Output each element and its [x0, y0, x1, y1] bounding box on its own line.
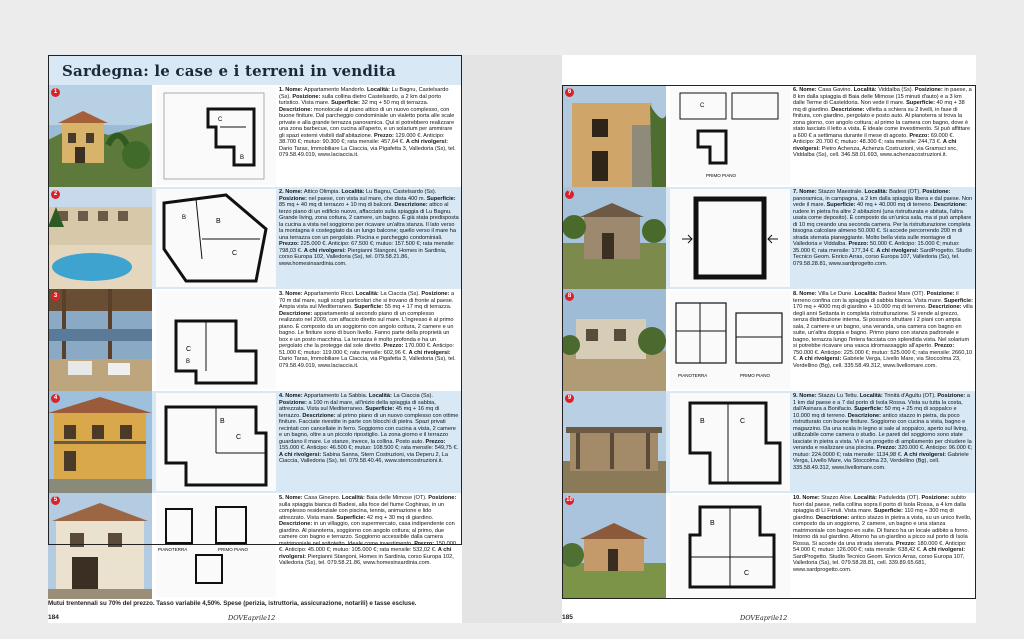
svg-text:C: C: [186, 346, 192, 353]
page-number-left: 184: [48, 614, 59, 621]
listing-number-badge: 9: [565, 394, 574, 403]
listing-description: 3. Nome: Appartamento Ricci. Località: La Ciaccia (Ss). Posizione: a 70 m dal mare, sugli scogli particolari che si trovano di fronte al paese. Ampia vista sul Mediterraneo. Superficie: 55 mq + 17 mq di terrazza. Descrizione: appartamento al secondo piano di un complesso realizzato nel 2009, con affaccio diretto sul mare. L'ingresso è al primo piano. È composto da un soggiorno con angolo cottura, 2 camere e un bagno. Le finiture sono di buon livello. Fanno parte della proprietà un box e un posto macchina. La terrazza è molto profonda e ha un pergolato che la protegge dal sole diretto. Prezzo: 170.000 €. Anticipo: 51.000 €; mutuo: 119.000 €; rata mensile: 602,96 €. A chi rivolgersi: Dario Taras, Immobiliare La Ciaccia, via Pigafetta 3, Valledoria (Ss), tel. 079.58.49.019, www.laciaccia.it.: [279, 291, 456, 369]
svg-text:PRIMO PIANO: PRIMO PIANO: [740, 373, 771, 378]
listing-number-badge: 3: [51, 292, 60, 301]
listing-description: 9. Nome: Stazzu Lu Tettu. Località: Trinità d'Agultu (OT). Posizione: a 1 km dal paese e a 7 dal porto di Isola Rossa. Vista su tutta la costa, dall'Asinara a Bonifacio. Superficie: 50 mq + 25 mq di soppalco e 10.000 mq di terreno. Descrizione: antico stazzo in pietra, da poco ristrutturato con buone finiture. Soggiorno con cucina a vista, bagno e magazzino. Da una scala in legno si sale al soppalco, aperto sul living, utilizzabile come camera o studio. Le pareti del soggiorno sono state lasciate in pietra a vista. Vi è un progetto di ampliamento per chiudere la veranda e realizzare una piscina. Prezzo: 320.000 €. Anticipo: 96.000 €; mutuo: 224.0000 €; rata mensile: 1134,98 €. A chi rivolgersi: Gabriele Verga, Livello Mare, via Stoccolma 23, Verdellino (Bg), cell. 335.58.49.312, www.livellomare.com.: [793, 393, 973, 471]
svg-text:C: C: [218, 117, 223, 123]
svg-text:C: C: [744, 570, 750, 577]
listing-number-badge: 10: [566, 497, 573, 503]
magazine-footer-left: DOVEaprile12: [228, 614, 276, 622]
svg-text:PIANOTERRA: PIANOTERRA: [678, 373, 708, 378]
listing-number-badge: 1: [51, 88, 60, 97]
magazine-footer-right: DOVEaprile12: [740, 614, 788, 622]
listing-description: 6. Nome: Casa Gavino. Località: Viddalba (Ss). Posizione: in paese, a 8 km dalla spiaggia di Baia delle Mimose (15 minuti d'auto) e a 3 km dalle Terme di Casteldoria. Non vede il mare. Superficie: 40 mq + 38 mq di giardino. Descrizione: villetta a schiera su 2 livelli, in fase di finitura, con giardino, pergolato e posto auto. Al pianoterra si trova la zona giorno, con angolo cottura; al primo la camera con bagno, dove è stato lasciato il letto a vista. È ideale come investimento. Si può affittare a 600 € a settimana durante il mese di agosto. Prezzo: 69.000 €. Anticipo: 20.700 €; mutuo: 48.300 €; rata mensile: 244,73 €. A chi rivolgersi: Pietro Achenza, Achenza Costruzioni, via Gramsci snc, Viddalba (Ss), cell. 346.58.01.693, www.achenzacostruzioni.it.: [793, 87, 972, 158]
svg-text:PRIMO PIANO: PRIMO PIANO: [218, 547, 249, 552]
page-gutter: [462, 55, 562, 623]
listing-number-badge: 5: [51, 496, 60, 505]
page-title: Sardegna: le case e i terreni in vendita: [62, 62, 397, 80]
listing-description: 4. Nome: Appartamento La Sabbia. Località: La Ciaccia (Ss). Posizione: a 100 m dal mare, all'inizio della spiaggia di sabbia, attrezzata. Vista sul Mediterraneo. Superficie: 45 mq + 16 mq di terrazzo. Descrizione: al primo piano di un nuovo complesso con ottime finiture. Facciate rivestite in parte con blocchi di pietra. Spazi privati recintati con cancellate in ferro. Soggiorno con cucina a vista, 2 camere e un bagno, oltre a un piccolo ripostiglio. La zona giorno e il terrazzo guardano il mare. Le stanze, invece, la collina. Posto auto. Prezzo: 155.000 €. Anticipo: 46.500 €; mutuo: 108.500 €; rata mensile: 549,75 €. A chi rivolgersi: Sabina Sanna, Stern Costruzioni, via Deperu 2, La Ciaccia, Valledoria (Ss), tel. 079.58.40.46, www.sterncostruzioni.it.: [279, 393, 459, 464]
listing-description: 2. Nome: Attico Olimpia. Località: Lu Bagnu, Castelsardo (Ss). Posizione: nel paese, con vista sul mare, che dista 400 m. Superficie: 85 mq + 40 mq di terrazzo + 10 mq di balconi. Descrizione: attico al terzo piano di un edificio nuovo, affacciato sulla spiaggia di Lu Bagnu. Grande living, zona cottura, 2 camere, un bagno. È già stata predisposta la cucina a vista nel soggiorno per ricavare un'altra stanza. Il lato verso la montagna è costeggiato da un lungo balcone; quello verso il mare ha una terrazza con un pergolato. Piscina e parcheggio condominiali. Prezzo: 225.000 €. Anticipo: 67.500 €; mutuo: 157.500 €; rata mensile: 798,03 €. A chi rivolgersi: Piergianni Stangoni, Homes in Sardinia, corso Europa 102, Valledoria (Ss), tel. 079.58.21.86, www.homesinsardinia.com.: [279, 189, 459, 267]
svg-text:C: C: [740, 418, 746, 425]
page-number-right: 185: [562, 614, 573, 621]
mortgage-footnote: Mutui trentennali su 70% del prezzo. Tasso variabile 4,50%. Spese (perizia, istruttoria, assicurazione, notarili) e tasse escluse.: [48, 600, 417, 607]
listing-description: 5. Nome: Casa Ginepro. Località: Baia delle Mimose (OT). Posizione: sulla spiaggia bianca di Badesi, alla foce del fiume Coghinas, in un complesso residenziale con piscina, tennis, animazione e lido attrezzato. Vista mare. Superficie: 42 mq + 30 mq di giardino. Descrizione: in un villaggio, con supermercato, casa indipendente con giardino. Al pianoterra, soggiorno con angolo cottura; al primo, due camere con bagno e terrazzo. Soggiorno accessibile dalla camera matrimoniale nel sottotetto. Ideale come investimento. Prezzo: 150.000 €. Anticipo: 45.000 €; mutuo: 105.000 €; rata mensile: 532,02 €. A chi rivolgersi: Piergianni Stangoni, Homes in Sardinia, corso Europa 102, Valledoria (Ss), tel. 079.58.21.86, www.homesinsardinia.com.: [279, 495, 457, 566]
svg-text:B: B: [240, 155, 245, 161]
right-page-frame: [562, 85, 976, 599]
svg-text:B: B: [700, 418, 705, 425]
svg-text:C: C: [232, 250, 238, 257]
svg-text:C: C: [700, 103, 705, 109]
listing-description: 8. Nome: Villa Le Dune. Località: Badesi Mare (OT). Posizione: il terreno confina con la spiaggia di sabbia bianca. Vista mare. Superficie: 170 mq + 4000 mq di giardino + 10.000 mq di terreno. Descrizione: villa degli anni Settanta in completa ristrutturazione. Si vende al grezzo, senza distribuzione interna. Si possono sfruttare i 2 piani con ampia sala, 2 camere e un bagno, una veranda, una camera con bagno en suite, un'altra doppia e bagno. Primo piano con stanza padronale e bagno, terrazza lungo l'intera facciata con splendida vista. Nel solarium si potrebbe ricavare una vasca idromassaggio all'aperto. Prezzo: 750.000 €. Anticipo: 225.000 €; mutuo: 525.000 €; rata mensile: 2660,10 €. A chi rivolgersi: Gabriele Verga, Livello Mare, via Stoccolma 23, Verdellino (Bg), cell. 335.58.49.312, www.livellomare.com.: [793, 291, 973, 369]
listing-description: 1. Nome: Appartamento Mandorlo. Località: Lu Bagnu, Castelsardo (Ss). Posizione: sulla collina dietro Castelsardo, a 2 km dal porto turistico. Vista mare. Superficie: 32 mq + 50 mq di terrazza. Descrizione: monolocale al piano attico di un nuovo complesso, con buone finiture. Dal parcheggio condominiale un vialetto porta alle scale private e alla grande terrazza panoramica. Qui si potrebbero realizzare una zona barbecue, con cucina all'aperto, e un solarium per ammirare gli spazi esterni visibili dall'abitazione. Prezzo: 129.000 €. Anticipo: 38.700 €; mutuo: 90.300 €; rata mensile: 457,64 €. A chi rivolgersi: Dario Taras, Immobiliare La Ciaccia, via Pigafetta 3, Valledoria (Ss), tel. 079.58.49.019, www.laciaccia.it.: [279, 87, 456, 158]
svg-text:B: B: [216, 218, 221, 225]
svg-text:B: B: [220, 418, 225, 425]
listing-number-badge: 4: [51, 394, 60, 403]
left-page-frame: [48, 55, 462, 545]
listing-number-badge: 8: [565, 292, 574, 301]
listing-number-badge: 6: [565, 88, 574, 97]
svg-text:PRIMO PIANO: PRIMO PIANO: [706, 173, 737, 178]
listing-description: 10. Nome: Stazzo Aloe. Località: Paduledda (OT). Posizione: subito fuori dal paese, nella collina sopra il porto di Isola Rossa, a 4 km dalla spiaggia di Li Feruli. Vista mare. Superficie: 110 mq + 300 mq di giardino. Descrizione: antico stazzo in pietra a vista, su un unico livello, composto da un soggiorno, 2 camere, un bagno e una stanza matrimoniale con bagno en suite. Di fianco ha un locale adibito a forno. Intorno dà sul giardino. Attorno ha un giardino a picco sul porto di Isola Rossa. Si accede da una strada sterrata. Prezzo: 180.000 €. Anticipo: 54.000 €; mutuo: 126.000 €; rata mensile: 638,42 €. A chi rivolgersi: SardProgetto. Studio Tecnico Geom. Enrico Arras, corso Europa 107, Valledoria (Ss), tel. 079.58.28.81, cell. 339.89.65.681, www.sardprogetto.com.: [793, 495, 972, 573]
listing-number-badge: 7: [565, 190, 574, 199]
svg-text:B: B: [710, 520, 715, 527]
svg-text:PIANOTERRA: PIANOTERRA: [158, 547, 188, 552]
svg-text:B: B: [186, 359, 191, 365]
svg-text:C: C: [236, 434, 242, 441]
listing-number-badge: 2: [51, 190, 60, 199]
listing-description: 7. Nome: Stazzo Maestrale. Località: Badesi (OT). Posizione: panoramica, in campagna, a 2 km dalla spiaggia libera e dal paese. Non vede il mare. Superficie: 40 mq + 40.000 mq di terreno. Descrizione: rudere in pietra fra altre 2 abitazioni (una ristrutturata e abitata, l'altra usata come deposito). È composto da un'unica sala, ma si può ampliare di 10 mq creando una seconda camera. Per la ristrutturazione completa bisogna calcolare almeno 50.000 €. Si accede percorrendo 200 m di strada sterrata pianeggiante. Molto bella vista sulle montagne di Valledoria e Viddalba. Prezzo: 50.000 €. Anticipo: 15.000 €; mutuo: 35.000 €; rata mensile: 177,34 €. A chi rivolgersi: SardProgetto. Studio Tecnico Geom. Enrico Arras, corso Europa 107, Valledoria (Ss), tel. 079.58.28.81, www.sardprogetto.com.: [793, 189, 973, 267]
svg-text:B: B: [182, 215, 187, 221]
